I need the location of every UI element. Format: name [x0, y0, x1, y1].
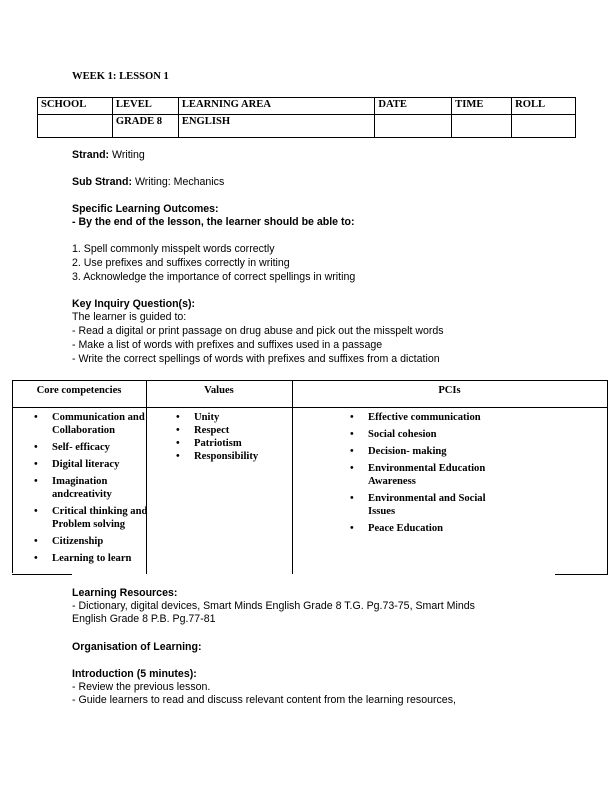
inquiry-item: - Read a digital or print passage on drug abuse and pick out the misspelt words: [72, 325, 444, 337]
outcomes-subtitle: - By the end of the lesson, the learner should be able to:: [72, 216, 355, 228]
cell-school: [38, 115, 113, 138]
outcome-item: 2. Use prefixes and suffixes correctly in writing: [72, 257, 290, 269]
lesson-title: WEEK 1: LESSON 1: [72, 71, 169, 82]
lesson-meta-table: [37, 97, 576, 138]
sub-strand-value: Writing: Mechanics: [132, 176, 225, 188]
pci-item: • Decision- making: [342, 445, 492, 458]
divider: [292, 381, 293, 574]
organisation-title: Organisation of Learning:: [72, 641, 202, 653]
cell-learning-area: ENGLISH: [178, 115, 375, 138]
value-item: • Responsibility: [168, 450, 308, 463]
resources-line: English Grade 8 P.B. Pg.77-81: [72, 613, 216, 625]
competency-table: [12, 380, 608, 574]
divider: [607, 381, 608, 574]
divider: [12, 407, 608, 408]
header-school: SCHOOL: [38, 98, 113, 115]
divider: [12, 381, 13, 573]
header-values: Values: [204, 385, 234, 396]
sub-strand-label: Sub Strand:: [72, 176, 133, 188]
value-item: • Patriotism: [168, 437, 308, 450]
outcomes-title: Specific Learning Outcomes:: [72, 203, 219, 215]
pcis-list: [342, 411, 492, 539]
cell-time: [452, 115, 512, 138]
core-competency-item: • Self- efficacy: [26, 441, 166, 454]
core-competencies-list: [26, 411, 166, 569]
inquiry-item: The learner is guided to:: [72, 311, 187, 323]
inquiry-item: - Make a list of words with prefixes and suffixes used in a passage: [72, 339, 383, 351]
header-core-competencies: Core competencies: [36, 385, 122, 396]
divider: [555, 574, 608, 575]
core-competency-item: • Citizenship: [26, 535, 166, 548]
outcome-item: 1. Spell commonly misspelt words correctly: [72, 243, 275, 255]
sub-strand: [72, 176, 224, 189]
core-competency-item: • Imagination andcreativity: [26, 475, 166, 501]
cell-date: [375, 115, 452, 138]
resources-title: Learning Resources:: [72, 587, 178, 599]
core-competency-item: • Critical thinking and Problem solving: [26, 505, 166, 531]
introduction-title: Introduction (5 minutes):: [72, 668, 197, 680]
divider: [12, 574, 72, 575]
outcome-item: 3. Acknowledge the importance of correct spellings in writing: [72, 271, 356, 283]
pci-item: • Environmental Education Awareness: [342, 462, 492, 488]
core-competency-item: • Communication and Collaboration: [26, 411, 166, 437]
pci-item: • Social cohesion: [342, 428, 492, 441]
value-item: • Unity: [168, 411, 308, 424]
core-competency-item: • Digital literacy: [26, 458, 166, 471]
header-time: TIME: [452, 98, 512, 115]
cell-roll: [512, 115, 576, 138]
strand: [72, 149, 145, 162]
header-roll: ROLL: [512, 98, 576, 115]
introduction-item: - Review the previous lesson.: [72, 681, 211, 693]
values-list: [168, 411, 308, 463]
inquiry-item: - Write the correct spellings of words with prefixes and suffixes from a dictation: [72, 353, 440, 365]
strand-value: Writing: [109, 149, 145, 161]
core-competency-item: • Learning to learn: [26, 552, 166, 565]
strand-label: Strand:: [72, 149, 110, 161]
pci-item: • Environmental and Social Issues: [342, 492, 492, 518]
pci-item: • Effective communication: [342, 411, 492, 424]
header-level: LEVEL: [112, 98, 178, 115]
inquiry-title: Key Inquiry Question(s):: [72, 298, 196, 310]
header-date: DATE: [375, 98, 452, 115]
introduction-item: - Guide learners to read and discuss relevant content from the learning resources,: [72, 694, 456, 706]
pci-item: • Peace Education: [342, 522, 492, 535]
resources-line: - Dictionary, digital devices, Smart Minds English Grade 8 T.G. Pg.73-75, Smart Minds: [72, 600, 475, 612]
header-learning-area: LEARNING AREA: [178, 98, 375, 115]
cell-level: GRADE 8: [112, 115, 178, 138]
value-item: • Respect: [168, 424, 308, 437]
header-pcis: PCIs: [438, 385, 461, 396]
